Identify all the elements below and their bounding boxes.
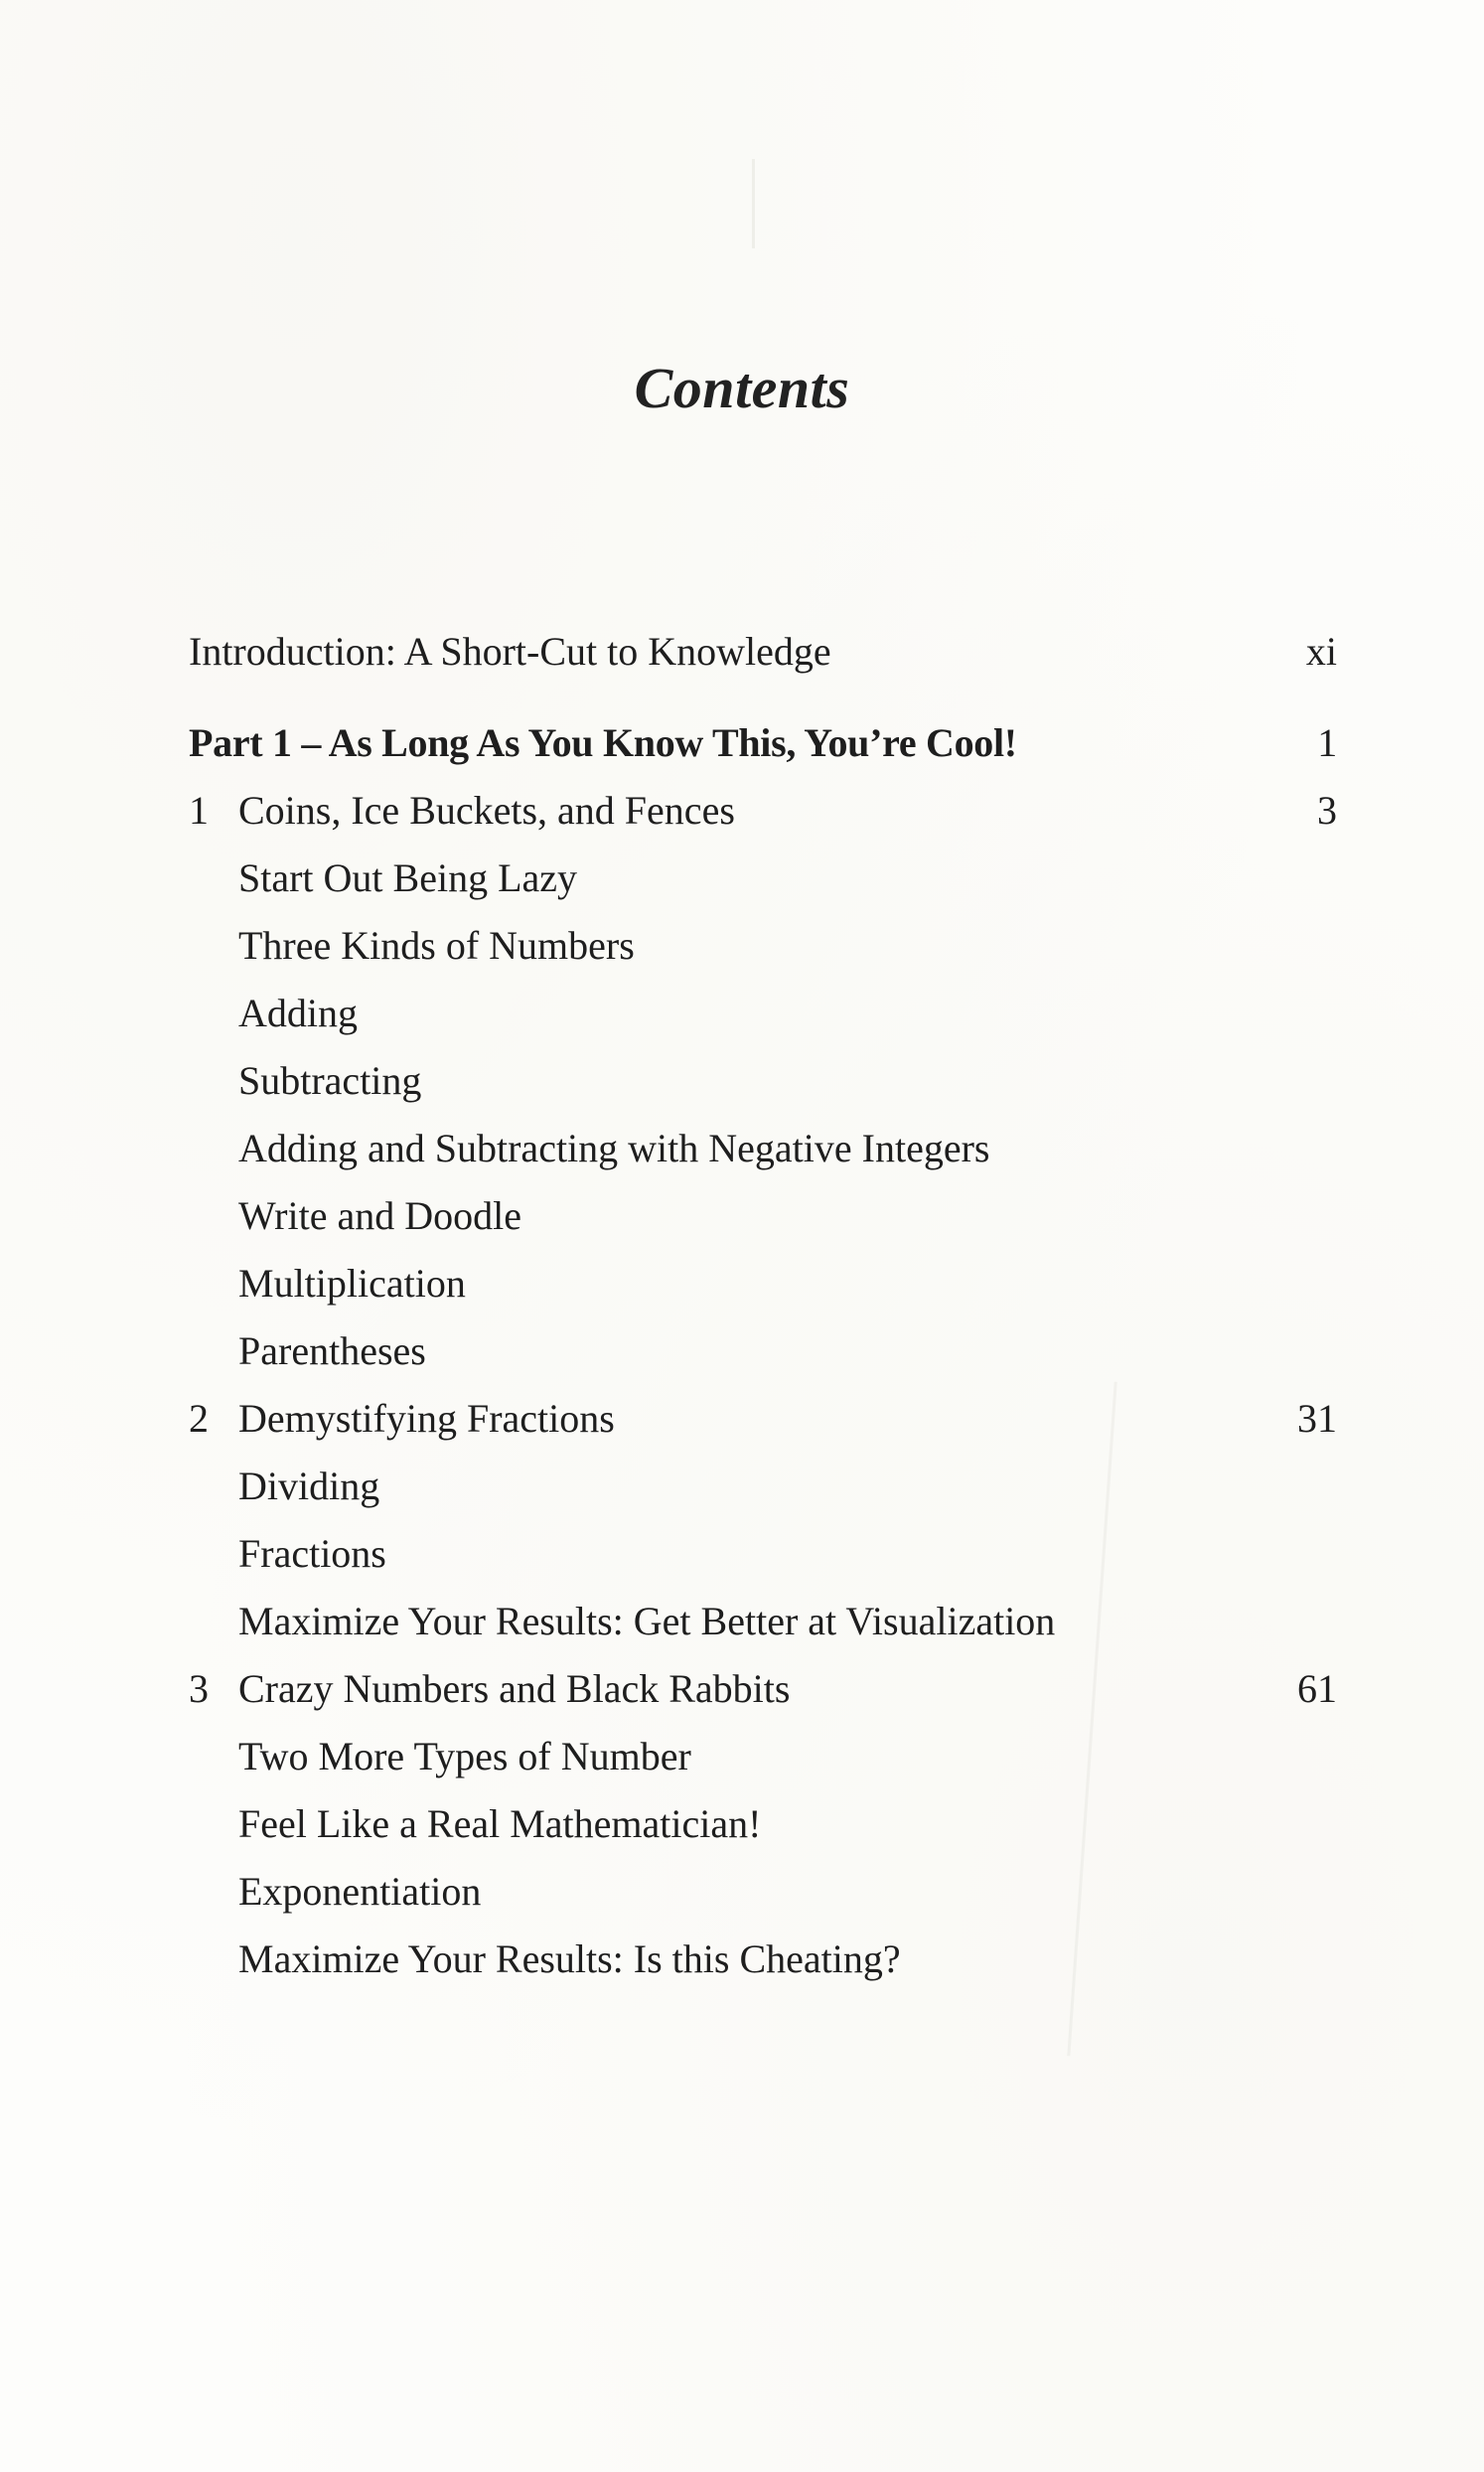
toc-section[interactable] (189, 1790, 1337, 1858)
toc-section[interactable] (189, 1453, 1337, 1520)
toc-section-label: Exponentiation (238, 1869, 482, 1914)
toc-section-label: Start Out Being Lazy (238, 855, 578, 900)
toc-section-label: Dividing (238, 1464, 380, 1508)
toc-section-label: Subtracting (238, 1058, 422, 1103)
toc-section[interactable] (189, 1115, 1337, 1182)
toc-section-label: Multiplication (238, 1261, 466, 1306)
toc-page-number: 61 (1297, 1666, 1337, 1711)
toc-section-label: Feel Like a Real Mathematician! (238, 1801, 762, 1846)
toc-page-number: 31 (1297, 1396, 1337, 1441)
toc-section[interactable] (189, 980, 1337, 1047)
toc-page-number: 3 (1317, 788, 1337, 833)
toc-entry-chapter-2[interactable] (189, 1385, 1337, 1453)
toc-section[interactable] (189, 1047, 1337, 1115)
toc-section-label: Adding and Subtracting with Negative Integers (238, 1126, 990, 1170)
toc-section-label: Maximize Your Results: Is this Cheating? (238, 1936, 901, 1981)
paper-mark (752, 159, 755, 248)
toc-entry-chapter-3[interactable] (189, 1655, 1337, 1723)
toc-section-label: Write and Doodle (238, 1193, 521, 1238)
toc-entry-label: Coins, Ice Buckets, and Fences (238, 788, 735, 833)
toc-page-number: 1 (1317, 720, 1337, 765)
toc-entry-introduction[interactable] (189, 618, 1337, 686)
toc-entry-part-1[interactable] (189, 709, 1337, 777)
toc-section-label: Fractions (238, 1531, 386, 1576)
table-of-contents (189, 618, 1337, 1993)
page-title: Contents (634, 355, 850, 420)
toc-section[interactable] (189, 1723, 1337, 1790)
toc-entry-label: Part 1 – As Long As You Know This, You’re Cool! (189, 720, 1017, 765)
toc-entry-label: Crazy Numbers and Black Rabbits (238, 1666, 791, 1711)
toc-entry-label: Introduction: A Short-Cut to Knowledge (189, 629, 831, 674)
toc-entry-label: Demystifying Fractions (238, 1396, 615, 1441)
toc-section[interactable] (189, 845, 1337, 912)
toc-page-number: xi (1305, 629, 1337, 674)
chapter-number: 2 (189, 1396, 209, 1441)
toc-section-label: Three Kinds of Numbers (238, 923, 635, 968)
toc-section[interactable] (189, 912, 1337, 980)
chapter-number: 1 (189, 788, 209, 833)
toc-section[interactable] (189, 1588, 1337, 1655)
toc-section[interactable] (189, 1182, 1337, 1250)
toc-section-label: Adding (238, 991, 358, 1035)
toc-section-label: Two More Types of Number (238, 1734, 691, 1778)
chapter-number: 3 (189, 1666, 209, 1711)
toc-section[interactable] (189, 1317, 1337, 1385)
toc-section-label: Maximize Your Results: Get Better at Visualization (238, 1599, 1056, 1643)
toc-section[interactable] (189, 1926, 1337, 1993)
toc-section[interactable] (189, 1250, 1337, 1317)
toc-section[interactable] (189, 1520, 1337, 1588)
toc-entry-chapter-1[interactable] (189, 777, 1337, 845)
toc-section-label: Parentheses (238, 1328, 426, 1373)
toc-section[interactable] (189, 1858, 1337, 1926)
